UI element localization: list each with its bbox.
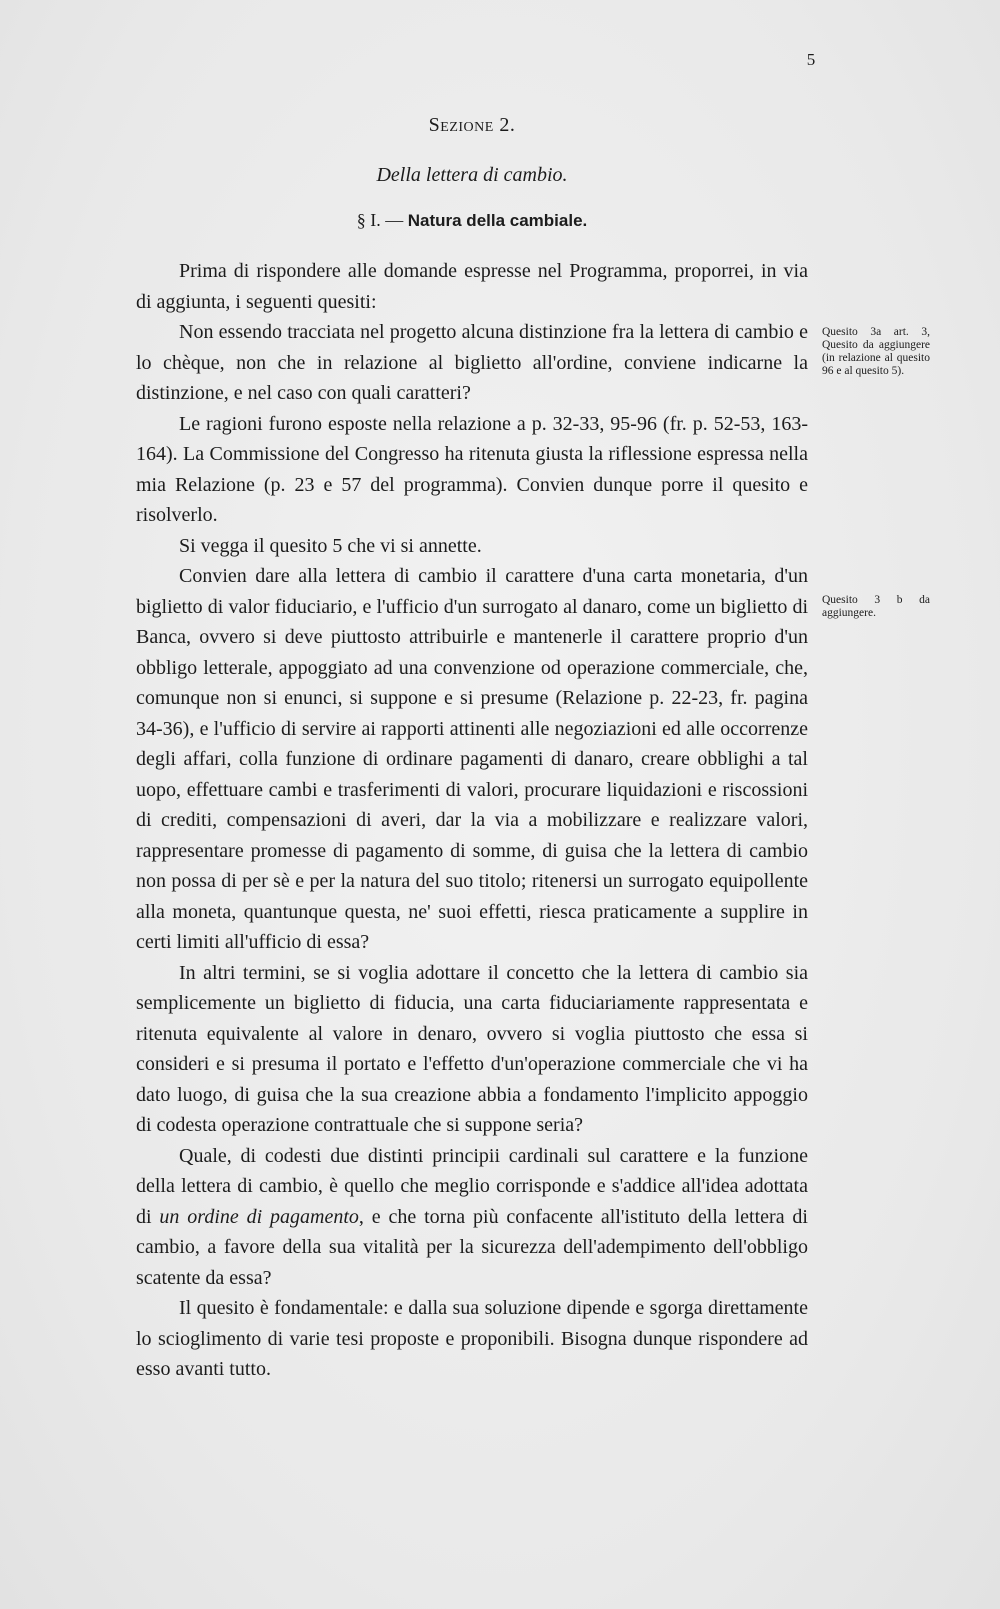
- body-paragraph-6: In altri termini, se si voglia adottare il concetto che la lettera di cambio sia semplicemente un biglietto di fiducia, una carta fiduciariamente rappresentata e ritenuta equivalente al valore in denaro, ovvero si voglia piuttosto che essa si consideri e si presuma il portato e l'effetto d'un'operazione commerciale che vi ha dato luogo, di guisa che la sua creazione abbia a fondamento l'implicito appoggio di codesta operazione contrattuale che si suppone seria?: [136, 961, 808, 1136]
- body-paragraph-8: Il quesito è fondamentale: e dalla sua soluzione dipende e sgorga direttamente lo scioglimento di varie tesi proposte e proponibili. Bisogna dunque rispondere ad esso avanti tutto.: [136, 1297, 808, 1380]
- body-paragraph-4: Si vegga il quesito 5 che vi si annette.: [179, 534, 482, 557]
- paragraph-heading: [136, 210, 808, 231]
- page-number: 5: [806, 50, 816, 69]
- body-paragraph-3: Le ragioni furono esposte nella relazione a p. 32-33, 95-96 (fr. p. 52-53, 163-164). La Commissione del Congresso ha ritenuta giusta la riflessione espressa nella mia Relazione (p. 23 e 57 del programma). Convien dunque porre il quesito e risolverlo.: [136, 412, 808, 526]
- margin-note-2: Quesito 3 b da aggiungere.: [822, 594, 930, 619]
- body-paragraph-5: Convien dare alla lettera di cambio il carattere d'una carta monetaria, d'un biglietto di valor fiduciario, e l'ufficio d'un surrogato al danaro, come un biglietto di Banca, ovvero si deve piuttosto attribuirle e mantenerle il carattere proprio d'un obbligo letterale, appoggiato ad una convenzione od operazione commerciale, che, comunque non si enunci, si suppone e si presume (Relazione p. 22-23, fr. pagina 34-36), e l'ufficio di servire ai rapporti attinenti alle negoziazioni ed alle occorrenze degli affari, colla funzione di ordinare pagamenti di danaro, creare obblighi a tal uopo, effettuare cambi e trasferimenti di valori, procurare liquidazioni e riscossioni di crediti, compensazioni di averi, dar la via a mobilizzare e realizzare valori, rappresentare promesse di pagamento di somme, di guisa che la lettera di cambio non possa di per sè e per la natura del suo titolo; ritenersi un surrogato equipollente alla moneta, quantunque questa, ne' suoi effetti, riesca praticamente a supplire in certi limiti all'ufficio di essa?: [136, 565, 808, 953]
- body-paragraph-7-end: , e che torna più confacente all'istituto della lettera di cambio, a favore della sua vitalità per la sicurezza dell'adempimento dell'obbligo scatente da essa?: [136, 1205, 808, 1289]
- chapter-subtitle: Della lettera di cambio.: [376, 164, 568, 186]
- body-paragraph-7-start: Quale, di codesti due distinti principii cardinali sul carattere e la funzione della lettera di cambio, è quello che meglio corrisponde e s'addice all'idea adottata di: [136, 1144, 808, 1228]
- section-heading: Sezione 2.: [428, 114, 516, 136]
- paragraph-title: Natura della cambiale.: [407, 211, 588, 230]
- paragraph-number: § I. —: [356, 210, 404, 230]
- body-paragraph-2: Non essendo tracciata nel progetto alcuna distinzione fra la lettera di cambio e lo chèque, non che in relazione al biglietto all'ordine, conviene indicarne la distinzione, e nel caso con quali caratteri?: [136, 321, 808, 404]
- body-text: [136, 256, 808, 1385]
- italic-phrase: un ordine di pagamento: [159, 1205, 359, 1228]
- body-paragraph-7: [136, 1141, 808, 1294]
- body-paragraph-1: Prima di rispondere alle domande espresse nel Programma, proporrei, in via di aggiunta, i seguenti quesiti:: [136, 260, 808, 313]
- margin-note-1: Quesito 3a art. 3, Quesito da aggiungere (in relazione al quesito 96 e al quesito 5).: [822, 326, 930, 377]
